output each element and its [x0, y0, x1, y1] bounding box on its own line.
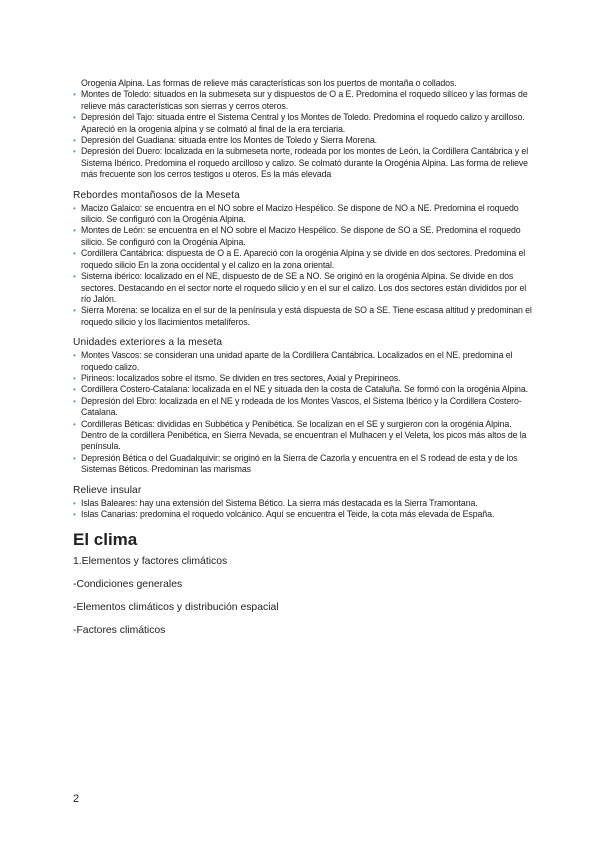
bullet-icon: • — [73, 453, 76, 463]
bullet-icon: • — [73, 249, 76, 259]
bullet-icon: • — [73, 113, 76, 123]
list-item: • Depresión del Ebro: localizada en el NE y rodeada de los Montes Vascos, el Sistema Ibérico y la Cordillera Costero-Catalana. — [73, 395, 522, 418]
paragraph-continuation: Orogenia Alpina. Las formas de relieve más características son los puertos de montaña o collados. — [81, 78, 457, 88]
bullet-icon: • — [73, 351, 76, 361]
page-number: 2 — [73, 793, 80, 805]
list-item: • Cordillera Costero-Catalana: localizada en el NE y situada den la costa de Cataluña. Se formó con la orogénia Alpina. — [73, 384, 528, 395]
bullet-icon: • — [73, 498, 76, 508]
list-item: • Montes de Toledo: situados en la submeseta sur y dispuestos de O a E. Predomina el roquedo silíceo y las formas de relieve más características son sierras y cerros oteros. — [73, 89, 528, 111]
bullet-icon: • — [73, 203, 76, 213]
list-item: • Montes de León: se encuentra en el NO sobre el Macizo Hespélico. Se dispone de SO a SE. Predomina el roquedo silicio. Se configuró con la Orogénia Alpina. — [73, 225, 521, 247]
bullet-icon: • — [73, 272, 76, 282]
list-item: • Depresión del Guadiana: situada entre los Montes de Toledo y Sierra Morena. — [73, 135, 378, 146]
list-item: • Islas Canarias: predomina el roquedo volcánico. Aquí se encuentra el Teide, la cota más elevada de España. — [73, 509, 495, 519]
bullet-icon: • — [73, 90, 76, 100]
list-item: • Depresión Bética o del Guadalquivir: se originó en la Sierra de Cazorla y encuentra en el S rodead de esta y de los Sistemas Béticos. Predominan las marismas — [73, 452, 518, 475]
heading-rebordes: Rebordes montañosos de la Meseta — [73, 189, 240, 201]
bullet-icon: • — [73, 136, 76, 146]
list-item: • Montes Vascos: se consideran una unidad aparte de la Cordillera Cantábrica. Localizados en el NE. predomina el roquedo calizo. — [73, 350, 513, 372]
list-item: • Pirineos: localizados sobre el itsmo. Se dividen en tres sectores, Axial y Prepirineos. — [73, 372, 401, 383]
list-item: • Sierra Morena: se localiza en el sur de la península y está dispuesta de SO a SE. Tiene escasa altitud y predominan el roquedo silicio y los llacimientos metalíferos. — [73, 305, 532, 327]
bullet-icon: • — [73, 396, 76, 406]
list-item: • Sistema ibérico: localizado en el NE, dispuesto de de SE a NO. Se originó en la orogénia Alpina. Se divide en dos sectores. Destacando en el sector norte el roquedo silicio y en el sur el calizo. Los dos sectores están divididos por el río Jalón. — [73, 271, 527, 304]
bullet-icon: • — [73, 373, 76, 383]
bullet-icon: • — [73, 306, 76, 316]
bullet-icon: • — [73, 419, 76, 429]
heading-exteriores: Unidades exteriores a la meseta — [73, 337, 223, 349]
document-body — [73, 78, 533, 648]
clima-line: -Factores climáticos — [73, 625, 166, 637]
list-item: • Macizo Galaico: se encuentra en el NO sobre el Macizo Hespélico. Se dispone de NO a NE. Predomina el roquedo silicio. Se configuró con la Orogénia Alpina. — [73, 202, 519, 225]
clima-line: -Elementos climáticos y distribución espacial — [73, 602, 279, 614]
list-item: • Cordilleras Béticas: divididas en Subbética y Penibética. Se localizan en el SE y surgieron con la orogénia Alpina. Dentro de la cordillera Penibética, en Sierra Nevada, se encuentran el Mulhacen y el Veleta, los picos más altos de la península. — [73, 418, 527, 452]
list-item: • Cordillera Cantábrica: dispuesta de O a E. Apareció con la orogénia Alpina y se divide en dos sectores. Predomina el roquedo silicio En la zona occidental y el calizo en la zona oriental. — [73, 248, 526, 270]
insular-list — [73, 498, 533, 521]
list-item: • Depresión del Tajo: situada entre el Sistema Central y los Montes de Toledo. Predomina el roquedo calizo y arcilloso. Apareció en la orogenia alpina y se colmató al final de la era terciaria. — [73, 112, 525, 134]
bullet-icon: • — [73, 510, 76, 519]
clima-line: 1.Elementos y factores climáticos — [73, 556, 228, 568]
bullet-icon: • — [73, 385, 76, 395]
heading-insular: Relieve insular — [73, 484, 142, 496]
clima-line: -Condiciones generales — [73, 579, 183, 591]
bullet-icon: • — [73, 147, 76, 157]
exteriores-list — [73, 350, 533, 475]
list-item: • Depresión del Duero: localizada en la submeseta norte, rodeada por los montes de León, la Cordillera Cantábrica y el Sistema Ibérico. Predomina el roquedo arcilloso y calizo. Se colmató durante la Orogénia Alpina. Las forma de relieve más frecuente son los cerros testigos u oteros. Es la más elevada — [73, 146, 529, 180]
interior-list — [73, 89, 533, 180]
rebordes-list — [73, 203, 533, 328]
list-item: • Islas Baleares: hay una extensión del Sistema Bético. La sierra más destacada es la Sierra Tramontana. — [73, 497, 478, 508]
section-title: El clima — [73, 530, 138, 550]
bullet-icon: • — [73, 226, 76, 236]
